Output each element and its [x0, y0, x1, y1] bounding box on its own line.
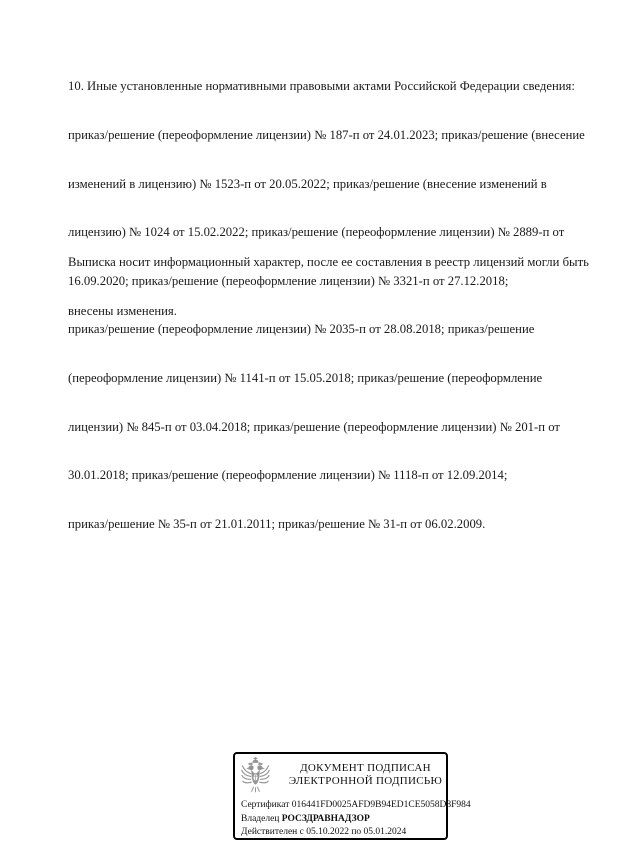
- digital-signature-stamp: [233, 752, 471, 840]
- paragraph-line: (переоформление лицензии) № 1141-п от 15.05.2018; приказ/решение (переоформление: [68, 371, 543, 386]
- owner-row: [241, 814, 444, 825]
- paragraph-line: приказ/решение (переоформление лицензии) № 2035-п от 28.08.2018; приказ/решение: [68, 322, 535, 337]
- stamp-title-line1: ДОКУМЕНТ ПОДПИСАН: [300, 762, 431, 774]
- disclaimer-paragraph: [68, 222, 589, 352]
- owner-value: РОСЗДРАВНАДЗОР: [281, 813, 370, 824]
- paragraph-line: 16.09.2020; приказ/решение (переоформление лицензии) № 3321-п от 27.12.2018;: [68, 273, 509, 288]
- paragraph-line: приказ/решение (переоформление лицензии) № 187-п от 24.01.2023; приказ/решение (внесение: [68, 128, 585, 143]
- paragraph-line: Выписка носит информационный характер, после ее составления в реестр лицензий могли быть: [68, 255, 589, 270]
- paragraph-line: 30.01.2018; приказ/решение (переоформление лицензии) № 1118-п от 12.09.2014;: [68, 468, 508, 483]
- paragraph-line: внесены изменения.: [68, 304, 177, 319]
- certificate-value: 016441FD0025AFD9B94ED1CE5058D8F984: [291, 800, 471, 810]
- owner-label: Владелец: [241, 813, 280, 824]
- double-headed-eagle-icon: [241, 757, 270, 793]
- stamp-title: [287, 762, 444, 787]
- validity-row: Действителен с 05.10.2022 по 05.01.2024: [241, 827, 407, 837]
- paragraph-line: приказ/решение № 35-п от 21.01.2011; приказ/решение № 31-п от 06.02.2009.: [68, 516, 486, 531]
- certificate-label: Сертификат: [241, 800, 290, 810]
- paragraph-line: лицензии) № 845-п от 03.04.2018; приказ/решение (переоформление лицензии) № 201-п от: [68, 419, 560, 434]
- paragraph-line: лицензию) № 1024 от 15.02.2022; приказ/решение (переоформление лицензии) № 2889-п от: [68, 225, 565, 240]
- certificate-row: [241, 800, 471, 811]
- stamp-title-line2: ЭЛЕКТРОННОЙ ПОДПИСЬЮ: [288, 774, 443, 787]
- paragraph-line: 10. Иные установленные нормативными правовыми актами Российской Федерации сведения:: [68, 79, 575, 94]
- paragraph-line: изменений в лицензию) № 1523-п от 20.05.2022; приказ/решение (внесение изменений в: [68, 176, 547, 191]
